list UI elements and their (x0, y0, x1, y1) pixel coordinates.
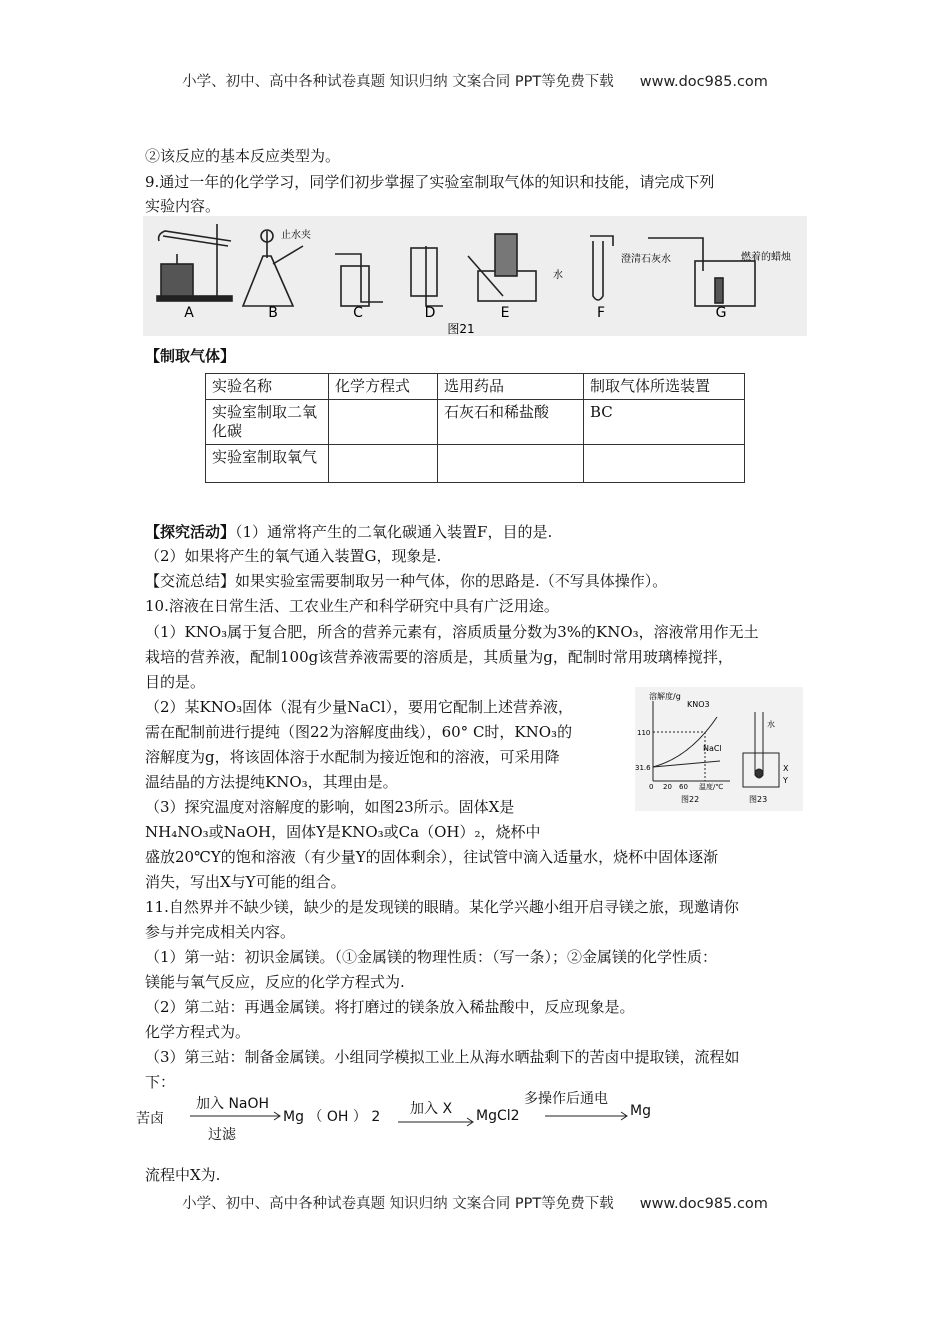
figure-22-23 (635, 687, 803, 811)
q10-2-line-b: 需在配制前进行提纯（图22为溶解度曲线），60° C时，KNO₃的 (145, 723, 573, 741)
page-header (0, 70, 950, 91)
fig22-caption: 图22 (681, 795, 700, 804)
q9-line-b: 实验内容。 (145, 197, 221, 215)
section-make-gas: 【制取气体】 (145, 347, 236, 365)
fig21-caption: 图21 (447, 322, 475, 336)
fig21-label-e: E (500, 305, 510, 321)
flow-step1-bottom: 过滤 (208, 1127, 236, 1143)
fig21-candle: 燃着的蜡烛 (741, 252, 791, 263)
fig22-kno3: KNO3 (687, 700, 710, 709)
figure-22-23-drawing (635, 687, 803, 811)
q9-line-a: 9.通过一年的化学学习，同学们初步掌握了实验室制取气体的知识和技能，请完成下列 (145, 173, 715, 191)
footer-text: 小学、初中、高中各种试卷真题 知识归纳 文案合同 PPT等免费下载 (182, 1196, 614, 1212)
fig21-label-d: D (424, 305, 436, 321)
q10-2-line-c: 溶解度为g，将该固体溶于水配制为接近饱和的溶液，可采用降 (145, 748, 560, 766)
explore-line-1 (145, 522, 552, 542)
table-header-row (206, 374, 745, 400)
explore-heading: 【探究活动】 (145, 523, 236, 541)
fig22-y110: 110 (637, 729, 651, 737)
q11-2-line-b: 化学方程式为。 (145, 1023, 251, 1041)
flow-arrows (0, 1100, 950, 1130)
fig22-x20: 20 (663, 783, 672, 791)
flow-product-1: Mg （ OH ） 2 (283, 1109, 381, 1125)
q10-3-line-a: （3）探究温度对溶解度的影响，如图23所示。固体X是 (145, 798, 515, 816)
table-cell[interactable] (584, 445, 745, 483)
line-l1: ②该反应的基本反应类型为。 (145, 147, 341, 165)
fig21-label-f: F (596, 305, 606, 321)
table-header: 化学方程式 (329, 374, 438, 400)
table-cell[interactable] (329, 400, 438, 445)
footer-url[interactable]: www.doc985.com (639, 1196, 768, 1212)
fig22-ylabel: 溶解度/g (649, 692, 681, 701)
q10-2-line-a: （2）某KNO₃固体（混有少量NaCl），要用它配制上述营养液， (145, 698, 574, 716)
fig21-water: 水 (553, 270, 563, 281)
fig23-y: Y (783, 776, 788, 785)
q10-3-line-c: 盛放20℃Y的饱和溶液（有少量Y的固体剩余），往试管中滴入适量水，烧杯中固体逐渐 (145, 848, 719, 866)
fig21-label-g: G (715, 305, 727, 321)
explore-text-1: （1）通常将产生的二氧化碳通入装置F，目的是. (235, 523, 553, 541)
flow-step1-top: 加入 NaOH (196, 1096, 270, 1112)
fig23-caption: 图23 (749, 795, 768, 804)
q10-3-line-b: NH₄NO₃或NaOH，固体Y是KNO₃或Ca（OH）₂，烧杯中 (145, 823, 541, 841)
table-header: 实验名称 (206, 374, 329, 400)
fig21-limewater: 澄清石灰水 (621, 254, 671, 265)
summary-line: 【交流总结】如果实验室需要制取另一种气体，你的思路是.（不写具体操作）。 (145, 572, 668, 590)
fig22-x60: 60 (679, 783, 688, 791)
q11-1-line-a: （1）第一站：初识金属镁。（①金属镁的物理性质：（写一条）；②金属镁的化学性质： (145, 948, 718, 966)
table-cell: 实验室制取二氧化碳 (206, 400, 329, 445)
fig23-water: 水 (767, 720, 775, 729)
flow-start: 苦卤 (136, 1111, 164, 1127)
fig23-x: X (783, 764, 789, 773)
q11-line-b: 参与并完成相关内容。 (145, 923, 296, 941)
table-cell[interactable] (329, 445, 438, 483)
table-cell: 石灰石和稀盐酸 (438, 400, 584, 445)
q10-3-line-d: 消失，写出X与Y可能的组合。 (145, 873, 346, 891)
figure-21 (143, 216, 807, 336)
page-footer (0, 1192, 950, 1213)
flow-step2-top: 加入 X (410, 1101, 453, 1117)
q10-line: 10.溶液在日常生活、工农业生产和科学研究中具有广泛用途。 (145, 597, 559, 615)
q11-2-line-a: （2）第二站：再遇金属镁。将打磨过的镁条放入稀盐酸中，反应现象是。 (145, 998, 635, 1016)
header-url[interactable]: www.doc985.com (639, 74, 768, 90)
flow-product-3: Mg (630, 1103, 651, 1119)
q11-line-a: 11.自然界并不缺少镁，缺少的是发现镁的眼睛。某化学兴趣小组开启寻镁之旅，现邀请你 (145, 898, 739, 916)
q11-3-line-a: （3）第三站：制备金属镁。小组同学模拟工业上从海水晒盐剩下的苦卤中提取镁，流程如 (145, 1048, 740, 1066)
fig21-label-c: C (353, 305, 363, 321)
table-cell[interactable] (438, 445, 584, 483)
table-header: 制取气体所选装置 (584, 374, 745, 400)
fig21-stopcock: 止水夹 (281, 230, 311, 241)
table-cell: 实验室制取氧气 (206, 445, 329, 483)
table-cell: BC (584, 400, 745, 445)
gas-table (205, 373, 745, 483)
table-header: 选用药品 (438, 374, 584, 400)
table-row (206, 400, 745, 445)
figure-21-drawing (143, 216, 807, 336)
explore-line-2: （2）如果将产生的氧气通入装置G，现象是. (145, 547, 442, 565)
fig21-label-a: A (184, 305, 194, 321)
fig22-x0: 0 (649, 783, 654, 791)
flow-x-line: 流程中X为. (145, 1166, 221, 1184)
q11-1-line-b: 镁能与氧气反应，反应的化学方程式为. (145, 973, 405, 991)
q10-1-line-b: 栽培的营养液，配制100g该营养液需要的溶质是，其质量为g，配制时常用玻璃棒搅拌， (145, 648, 733, 666)
fig22-xlabel: 温度/℃ (699, 783, 724, 791)
flow-step3-top: 多操作后通电 (524, 1091, 608, 1107)
fig22-nacl: NaCl (703, 744, 722, 753)
q10-1-line-c: 目的是。 (145, 673, 206, 691)
q10-1-line-a: （1）KNO₃属于复合肥，所含的营养元素有，溶质质量分数为3%的KNO₃，溶液常用作无土 (145, 623, 759, 641)
header-text: 小学、初中、高中各种试卷真题 知识归纳 文案合同 PPT等免费下载 (182, 74, 614, 90)
flow-product-2: MgCl2 (476, 1108, 520, 1124)
q10-2-line-d: 温结晶的方法提纯KNO₃，其理由是。 (145, 773, 398, 791)
fig21-label-b: B (268, 305, 278, 321)
fig22-y316: 31.6 (635, 764, 651, 772)
table-row (206, 445, 745, 483)
q11-3-line-b: 下： (145, 1073, 176, 1091)
